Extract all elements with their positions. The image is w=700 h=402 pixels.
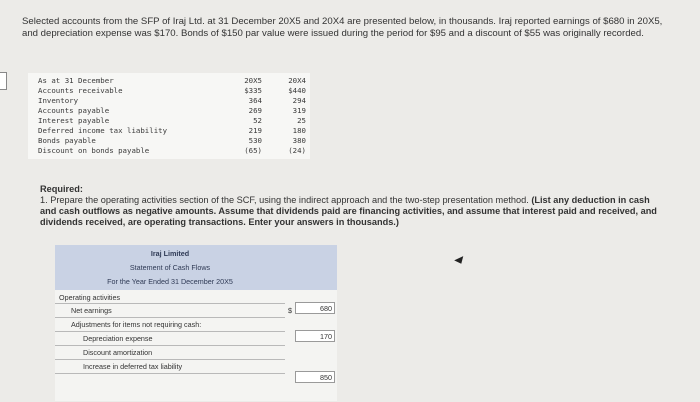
- side-tab-marker: [0, 72, 7, 90]
- sfp-row: [28, 96, 310, 106]
- sfp-row-label: Deferred income tax liability: [38, 126, 168, 135]
- row-divider: [55, 373, 285, 374]
- sfp-row-20x4: 25: [297, 116, 306, 125]
- scf-discount-label: Discount amortization: [83, 348, 153, 357]
- scf-section-label: Operating activities: [59, 293, 121, 302]
- sfp-row: [28, 86, 310, 96]
- sfp-row-20x4: 294: [292, 96, 306, 105]
- sfp-row: [28, 106, 310, 116]
- sfp-row-20x5: 219: [248, 126, 262, 135]
- sfp-table: [28, 73, 310, 159]
- mouse-cursor-icon: [454, 256, 466, 266]
- required-text: 1. Prepare the operating activities section of the SCF, using the indirect approach and the two-step presentation method.: [40, 195, 529, 205]
- scf-header: [55, 245, 337, 290]
- scf-answer-table: [55, 245, 337, 401]
- sfp-row-20x5: (65): [244, 146, 262, 155]
- sfp-row-20x4: $440: [288, 86, 306, 95]
- sfp-row-20x5: 530: [248, 136, 262, 145]
- sfp-row: [28, 126, 310, 136]
- net-earnings-input[interactable]: 680: [295, 302, 335, 314]
- subtotal-input[interactable]: 850: [295, 371, 335, 383]
- sfp-row-label: Discount on bonds payable: [38, 146, 150, 155]
- row-divider: [55, 345, 285, 346]
- sfp-row-20x5: 52: [253, 116, 262, 125]
- row-divider: [55, 331, 285, 332]
- sfp-row-20x4: 380: [292, 136, 306, 145]
- required-instructions: [40, 184, 665, 228]
- sfp-header-row: [28, 76, 310, 86]
- scf-period: For the Year Ended 31 December 20X5: [107, 277, 233, 286]
- sfp-row-label: Accounts payable: [38, 106, 110, 115]
- scf-deferred-tax-label: Increase in deferred tax liability: [83, 362, 183, 371]
- sfp-row: [28, 116, 310, 126]
- sfp-row-label: Interest payable: [38, 116, 110, 125]
- required-heading: Required:: [40, 184, 83, 194]
- scf-depreciation-label: Depreciation expense: [83, 334, 153, 343]
- sfp-header-20x5: 20X5: [244, 76, 262, 85]
- sfp-header-label: As at 31 December: [38, 76, 114, 85]
- scf-company: Iraj Limited: [150, 249, 190, 258]
- sfp-row-20x5: 364: [248, 96, 262, 105]
- sfp-header-20x4: 20X4: [288, 76, 306, 85]
- scf-adjustments-label: Adjustments for items not requiring cash:: [71, 320, 202, 329]
- sfp-row-label: Inventory: [38, 96, 79, 105]
- sfp-row: [28, 136, 310, 146]
- problem-intro: Selected accounts from the SFP of Iraj Ltd. at 31 December 20X5 and 20X4 are presented below, in thousands. Iraj reported earnings of $680 in 20X5, and depreciation expense was $170. Bonds of $150 par value were issued during the period for $95 and a discount of $55 was originally recorded.: [22, 16, 663, 39]
- dollar-sign: $: [288, 306, 292, 315]
- scf-net-earnings-label: Net earnings: [71, 306, 112, 315]
- row-divider: [55, 303, 285, 304]
- sfp-row-20x4: (24): [288, 146, 306, 155]
- sfp-row-label: Bonds payable: [38, 136, 96, 145]
- sfp-row-20x5: $335: [244, 86, 262, 95]
- sfp-row-20x4: 319: [292, 106, 306, 115]
- row-divider: [55, 359, 285, 360]
- scf-statement-title: Statement of Cash Flows: [129, 263, 211, 272]
- sfp-row-20x4: 180: [292, 126, 306, 135]
- required-note: (List any deduction in cash and cash outflows as negative amounts. Assume that dividends paid are financing activities, and assume that interest paid and received, and dividends received, are operating transactions. Enter your answers in thousands.): [40, 195, 657, 227]
- depreciation-input[interactable]: 170: [295, 330, 335, 342]
- row-divider: [55, 317, 285, 318]
- sfp-row-20x5: 269: [248, 106, 262, 115]
- sfp-row-label: Accounts receivable: [38, 86, 123, 95]
- sfp-row: [28, 146, 310, 156]
